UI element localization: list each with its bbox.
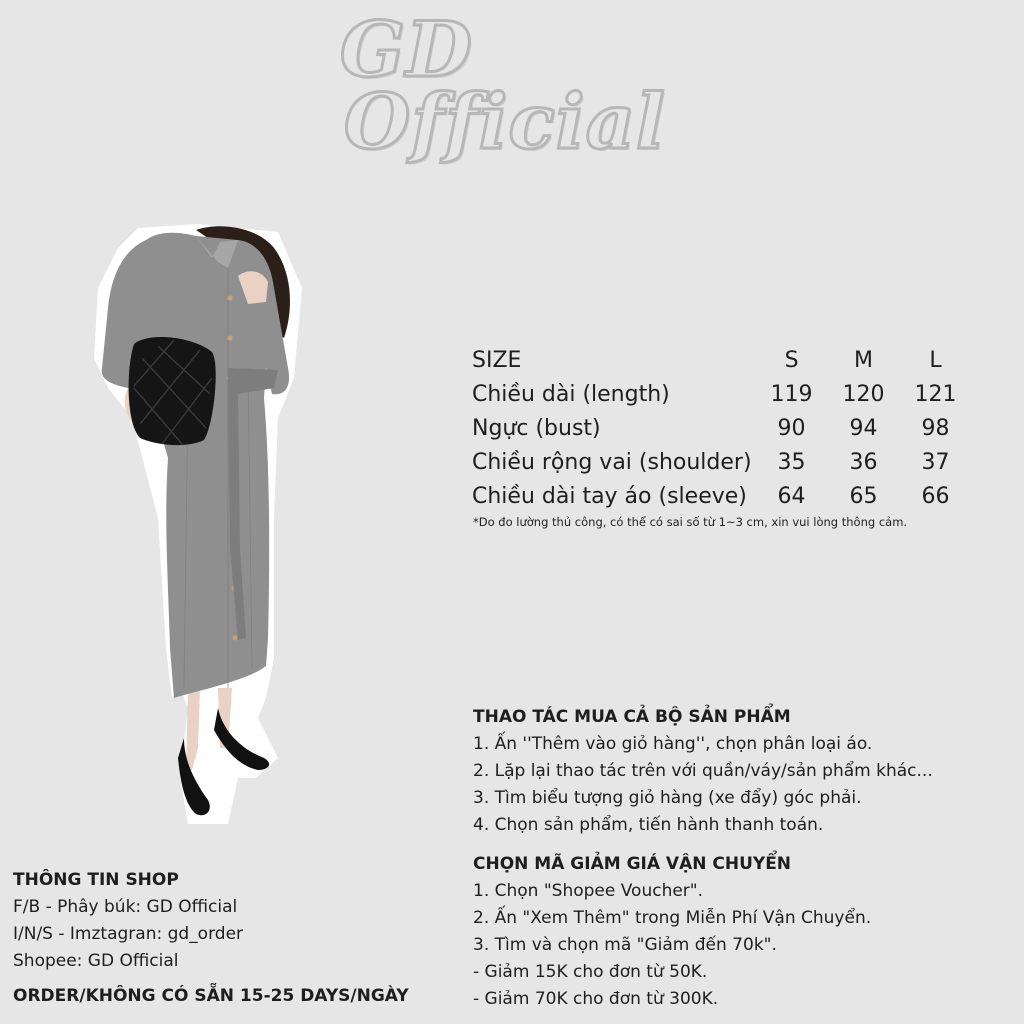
shop-info-title: THÔNG TIN SHOP [13,870,179,890]
cell-l: 98 [921,416,950,441]
list-item: 3. Tìm biểu tượng giỏ hàng (xe đẩy) góc phải. [473,788,862,808]
cell-m: 94 [849,416,878,441]
voucher-section [473,851,871,1013]
list-item: 4. Chọn sản phẩm, tiến hành thanh toán. [473,815,824,835]
shop-info-instagram: I/N/S - Imztagran: gd_order [13,924,244,944]
row-label: Chiều rộng vai (shoulder) [472,450,752,475]
table-row [472,378,972,412]
row-label: Chiều dài tay áo (sleeve) [472,484,747,509]
row-label: Ngực (bust) [472,416,601,441]
logo-line-2: Official [344,77,666,166]
cell-m: 36 [849,450,878,475]
cell-s: 35 [777,450,806,475]
buy-set-section [473,704,933,839]
size-table [472,344,972,514]
size-header-label: SIZE [472,348,522,373]
cell-l: 37 [921,450,950,475]
size-header-l: L [929,348,942,373]
row-label: Chiều dài (length) [472,382,670,407]
cell-s: 64 [777,484,806,509]
model-photo [88,218,308,830]
table-row [472,480,972,514]
list-item: - Giảm 15K cho đơn từ 50K. [473,962,708,982]
list-item: 2. Ấn "Xem Thêm" trong Miễn Phí Vận Chuyển. [473,908,872,928]
list-item: 1. Ấn ''Thêm vào giỏ hàng'', chọn phân loại áo. [473,734,873,754]
shop-logo [340,5,700,166]
shop-info-facebook: F/B - Phây búk: GD Official [13,897,238,917]
list-item: 2. Lặp lại thao tác trên với quần/váy/sản phẩm khác... [473,761,933,781]
buy-set-title: THAO TÁC MUA CẢ BỘ SẢN PHẨM [473,707,791,727]
size-header-m: M [854,348,874,373]
cell-l: 66 [921,484,950,509]
table-row [472,446,972,480]
logo-line-1: GD [340,5,473,94]
measurement-note: *Do đo lường thủ công, có thể có sai số từ 1~3 cm, xin vui lòng thông cảm. [473,515,908,529]
cell-s: 119 [770,382,813,407]
shop-info-shopee: Shopee: GD Official [13,951,179,971]
cell-m: 65 [849,484,878,509]
cell-s: 90 [777,416,806,441]
size-header-s: S [784,348,799,373]
cell-m: 120 [842,382,885,407]
cell-l: 121 [914,382,957,407]
list-item: 1. Chọn "Shopee Voucher". [473,881,704,901]
list-item: - Giảm 70K cho đơn từ 300K. [473,989,719,1009]
size-table-header [472,344,972,378]
order-note: ORDER/KHÔNG CÓ SẴN 15-25 DAYS/NGÀY [13,986,409,1006]
shop-info-section [13,867,243,975]
voucher-title: CHỌN MÃ GIẢM GIÁ VẬN CHUYỂN [473,854,792,874]
table-row [472,412,972,446]
list-item: 3. Tìm và chọn mã "Giảm đến 70k". [473,935,777,955]
